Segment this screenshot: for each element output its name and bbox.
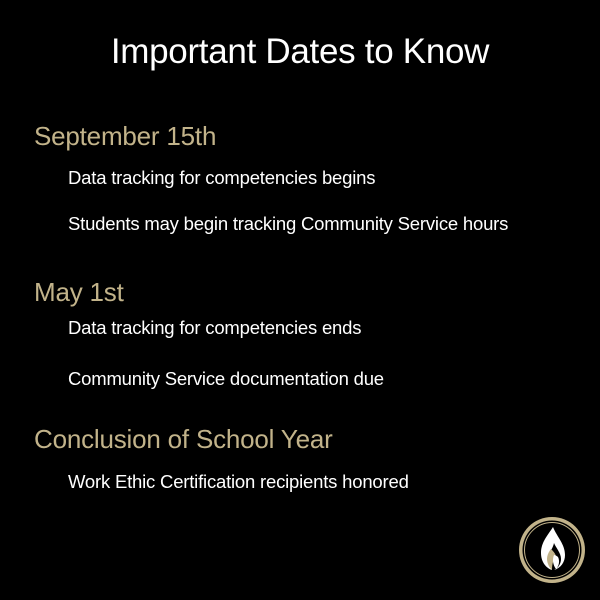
list-item: Work Ethic Certification recipients honored: [68, 471, 409, 492]
list-item: Data tracking for competencies ends: [68, 317, 362, 338]
section-heading-conclusion: Conclusion of School Year: [34, 424, 333, 454]
page-title: Important Dates to Know: [110, 32, 490, 71]
flame-icon: [517, 515, 587, 585]
list-item: Students may begin tracking Community Service hours: [68, 213, 509, 234]
section-heading-september: September 15th: [34, 121, 217, 151]
section-heading-may: May 1st: [34, 277, 124, 307]
logo: [517, 515, 587, 585]
list-item: Community Service documentation due: [68, 368, 384, 389]
list-item: Data tracking for competencies begins: [68, 167, 376, 188]
